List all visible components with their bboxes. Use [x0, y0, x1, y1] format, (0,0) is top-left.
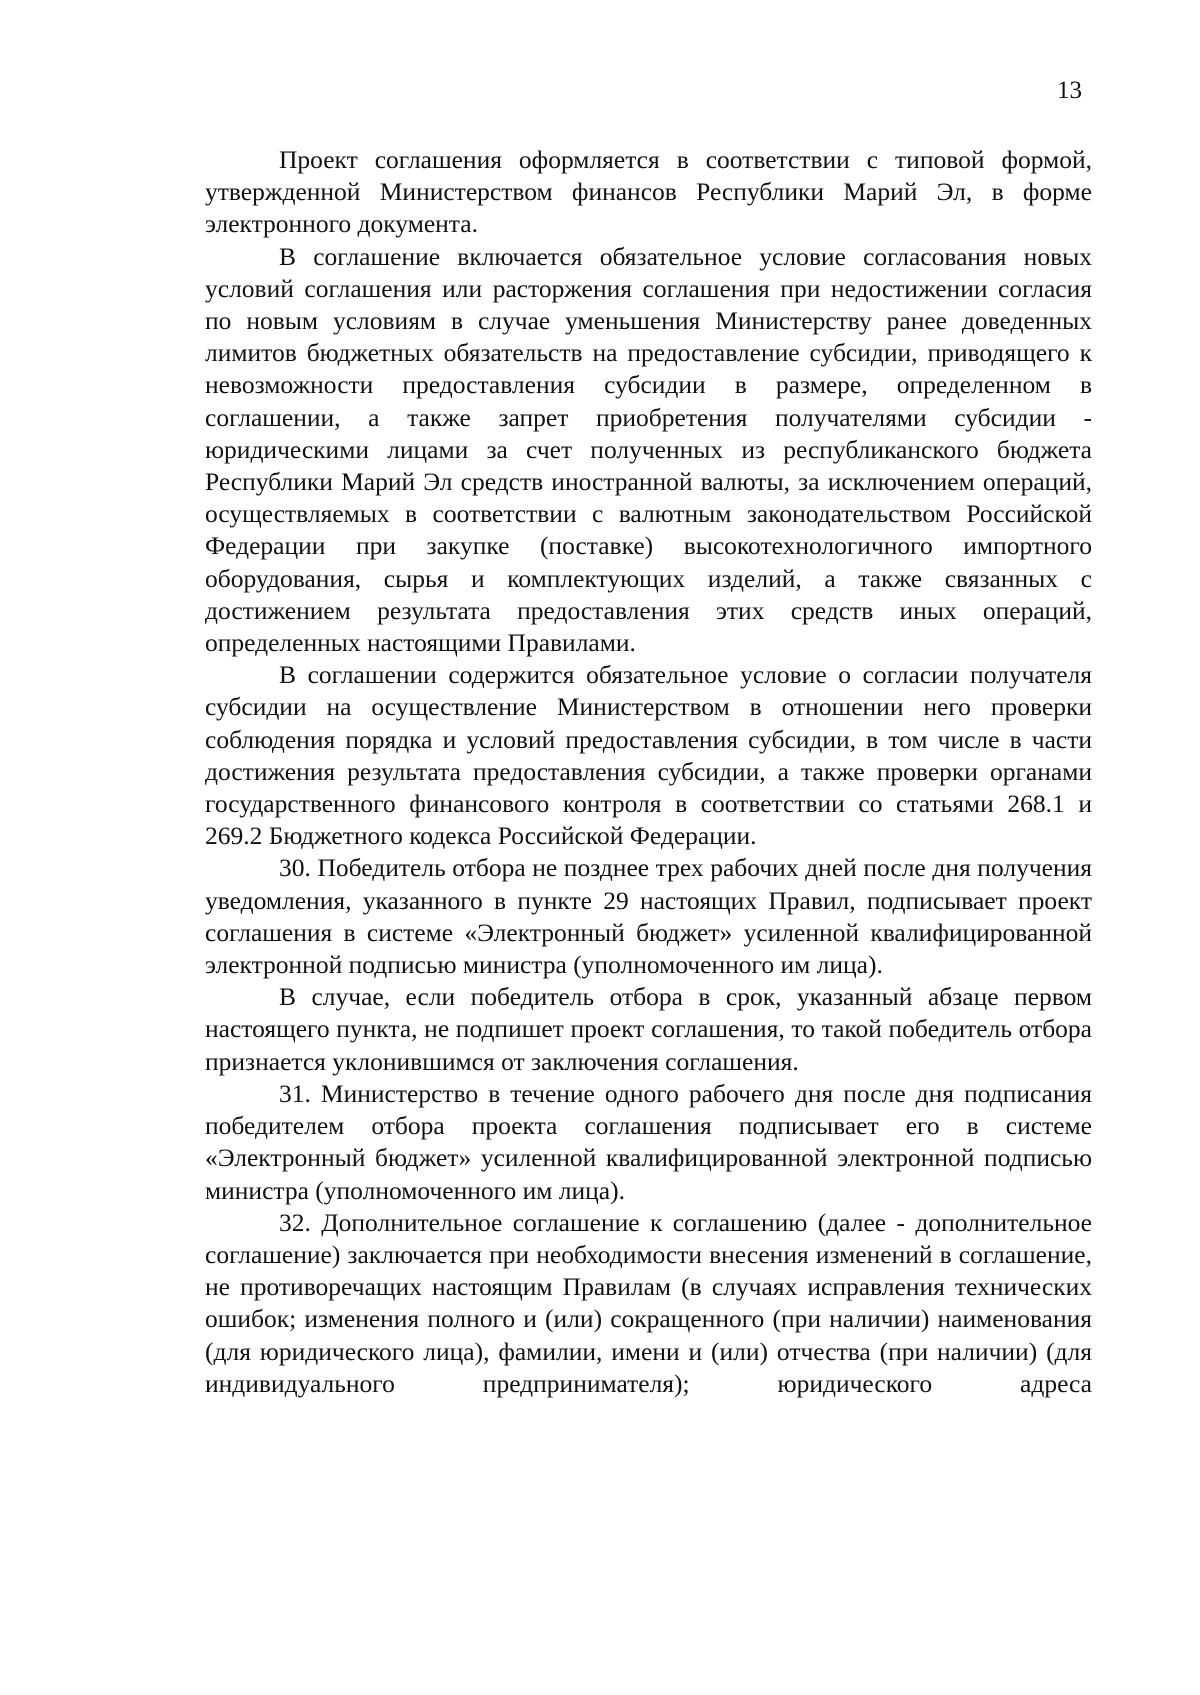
paragraph-item-30: 30. Победитель отбора не позднее трех рабочих дней после дня получения уведомления, указанного в пункте 29 настоящих Правил, подписывает проект соглашения в системе «Электронный бюджет» усиленной квалифицированной электронной подписью министра (уполномоченного им лица). [205, 853, 1092, 980]
paragraph-verification-consent: В соглашении содержится обязательное условие о согласии получателя субсидии на осуществление Министерством в отношении него проверки соблюдения порядка и условий предоставления субсидии, в том числе в части достижения результата предоставления субсидии, а также проверки органами государственного финансового контроля в соответствии со статьями 268.1 и 269.2 Бюджетного кодекса Российской Федерации. [205, 660, 1092, 851]
paragraph-agreement-conditions: В соглашение включается обязательное условие согласования новых условий соглашения или расторжения соглашения при недостижении согласия по новым условиям в случае уменьшения Министерству ранее доведенных лимитов бюджетных обязательств на предоставление субсидии, приводящего к невозможности предоставления субсидии в размере, определенном в соглашении, а также запрет приобретения получателями субсидии - юридическими лицами за счет полученных из республиканского бюджета Республики Марий Эл средств иностранной валюты, за исключением операций, осуществляемых в соответствии с валютным законодательством Российской Федерации при закупке (поставке) высокотехнологичного импортного оборудования, сырья и комплектующих изделий, а также связанных с достижением результата предоставления этих средств иных операций, определенных настоящими Правилами. [205, 241, 1092, 658]
document-body [205, 144, 1092, 1400]
paragraph-agreement-form: Проект соглашения оформляется в соответствии с типовой формой, утвержденной Министерством финансов Республики Марий Эл, в форме электронного документа. [205, 145, 1092, 239]
paragraph-item-30-evasion: В случае, если победитель отбора в срок, указанный абзаце первом настоящего пункта, не подпишет проект соглашения, то такой победитель отбора признается уклонившимся от заключения соглашения. [205, 982, 1092, 1076]
paragraph-item-32: 32. Дополнительное соглашение к соглашению (далее - дополнительное соглашение) заключается при необходимости внесения изменений в соглашение, не противоречащих настоящим Правилам (в случаях исправления технических ошибок; изменения полного и (или) сокращенного (при наличии) наименования (для юридического лица), фамилии, имени и (или) отчества (при наличии) (для индивидуального предпринимателя); юридического адреса [205, 1207, 1092, 1398]
page-number: 13 [1057, 77, 1082, 104]
paragraph-item-31: 31. Министерство в течение одного рабочего дня после дня подписания победителем отбора проекта соглашения подписывает его в системе «Электронный бюджет» усиленной квалифицированной электронной подписью министра (уполномоченного им лица). [205, 1078, 1092, 1205]
